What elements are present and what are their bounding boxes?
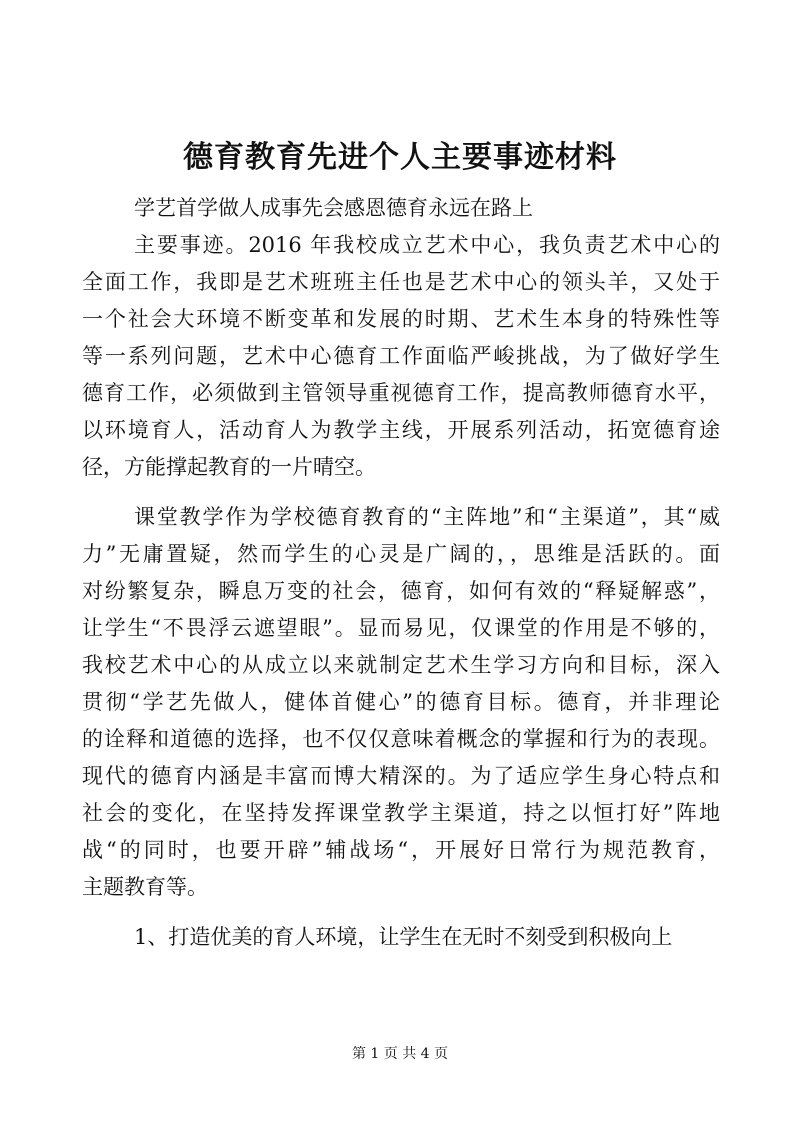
paragraph-line: 主题教育等。 — [82, 875, 208, 899]
paragraph-line: 我校艺术中心的从成立以来就制定艺术生学习方向和目标，深入 — [82, 653, 720, 677]
paragraph-line: 主要事迹。2016 年我校成立艺术中心，我负责艺术中心的 — [134, 233, 720, 257]
document-title: 德育教育先进个人主要事迹材料 — [183, 140, 617, 175]
paragraph-line: 让学生“不畏浮云遮望眼”。显而易见，仅课堂的作用是不够的， — [82, 616, 720, 640]
paragraph-line: 力”无庸置疑，然而学生的心灵是广阔的，，思维是活跃的。面 — [82, 542, 720, 566]
paragraph-line: 课堂教学作为学校德育教育的“主阵地”和“主渠道”，其“威 — [134, 505, 720, 529]
page-number-footer: 第 1 页 共 4 页 — [351, 1046, 449, 1062]
paragraph-line: 以环境育人，活动育人为教学主线，开展系列活动，拓宽德育途 — [82, 418, 720, 442]
paragraph-line: 贯彻“学艺先做人，健体首健心”的德育目标。德育，并非理论 — [82, 690, 720, 714]
paragraph-gap — [82, 906, 720, 919]
paragraph-line: 等一系列问题，艺术中心德育工作面临严峻挑战，为了做好学生 — [82, 344, 720, 368]
paragraph-line: 1、打造优美的育人环境，让学生在无时不刻受到积极向上 — [134, 925, 673, 949]
paragraph-line: 社会的变化，在坚持发挥课堂教学主渠道，持之以恒打好”阵地 — [82, 801, 720, 825]
paragraph-line: 的诠释和道德的选择，也不仅仅意味着概念的掌握和行为的表现。 — [82, 727, 720, 751]
paragraph-line: 现代的德育内涵是丰富而博大精深的。为了适应学生身心特点和 — [82, 764, 720, 788]
paragraph-line: 一个社会大环境不断变革和发展的时期、艺术生本身的特殊性等 — [82, 307, 720, 331]
subtitle-line: 学艺首学做人成事先会感恩德育永远在路上 — [134, 196, 533, 220]
paragraph-line: 战“的同时，也要开辟”辅战场“，开展好日常行为规范教育， — [82, 838, 720, 862]
document-body — [82, 190, 720, 956]
paragraph-gap — [82, 486, 720, 499]
paragraph-line: 全面工作，我即是艺术班班主任也是艺术中心的领头羊，又处于 — [82, 270, 720, 294]
paragraph-line: 德育工作，必须做到主管领导重视德育工作，提高教师德育水平， — [82, 381, 720, 405]
paragraph-line: 径，方能撑起教育的一片晴空。 — [82, 455, 376, 479]
paragraph-line: 对纷繁复杂，瞬息万变的社会，德育，如何有效的“释疑解惑”， — [82, 579, 720, 603]
